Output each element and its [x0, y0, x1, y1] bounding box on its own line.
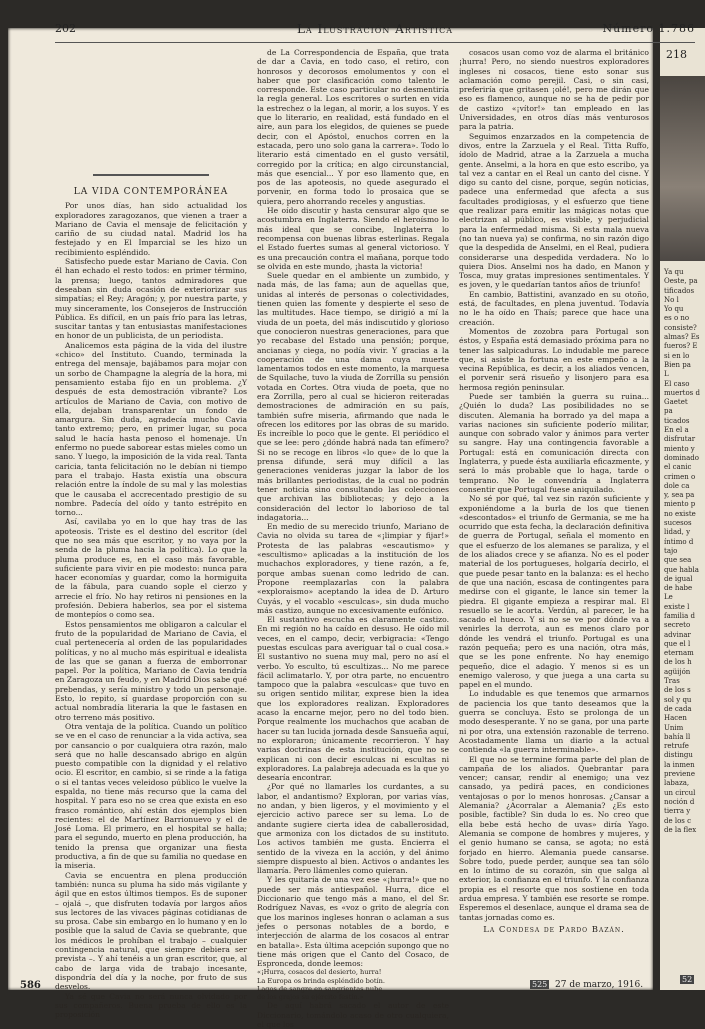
next-page-line: que sea — [664, 556, 692, 565]
next-page-line: almas? Es — [664, 333, 700, 342]
next-page-line: miento p — [664, 500, 696, 509]
section-title: LA VIDA CONTEMPORÁNEA — [73, 187, 229, 197]
page-footer — [20, 980, 695, 994]
paragraph: Analicemos esta página de la vida del ilustre «chico» del Instituto. Cuando, terminada la entrega del mensaje, bajábamos para mojar con un sorbo de Champagne la alegría de la hora, mi pensamiento estaba fijo en un problema. ¿Y después de esta demostración vibrante? Los artículos de Mariano de Cavia, con motivo de ella, dejaban transparentar un fondo de amargura. Sin duda, agradecía mucho Cavia tanto extremo; pero, en primer lugar, su poca salud le hacía hasta penoso el homenaje. Un enfermo no puede saborear estas mieles como un sano. Y luego, la imposición de la vida real. Tanta caricia, tanta felicitación no le debían ni tiempo para el trabajo. Hasta existía una obscura relación entre la índole de su mal y las molestias que le causaba el accrecentado prestigio de su nombre. Padecía del oído y tanto estrépito en torno... — [55, 340, 247, 518]
next-page-line: no existe — [664, 509, 696, 518]
next-page-text — [664, 268, 702, 968]
next-page-edge — [660, 28, 705, 990]
next-page-line: dole ca — [664, 481, 690, 490]
verse-line: «¡Hurra, cosacos del desierto, hurra! — [257, 968, 382, 977]
next-page-line: lidad, y — [664, 528, 691, 537]
next-page-line: la inmen — [664, 760, 695, 769]
column-3-body — [459, 48, 649, 922]
next-page-line: Oeste, pa — [664, 277, 698, 286]
next-page-line: advinar — [664, 630, 691, 639]
paragraph: Lo indudable es que tenemos que armarnos de paciencia los que tanto deseamos que la guerra se concluya. Esto se prolonga de un modo desesperante. Y no se gana, por una parte ni por otra, una extensión razonable de terreno. Acostadamente llama un diario a la actual contienda «la guerra interminable». — [459, 689, 649, 755]
next-page-line: Le — [664, 593, 673, 602]
header-title: La Ilustración Artística — [296, 22, 454, 36]
next-page-line: el canic — [664, 463, 692, 472]
ornament-rule — [93, 174, 208, 176]
paragraph: El sustantivo escucha es claramente castizo. En mi región no ha caído en desuso. He oído mil veces, en el campo, decir, verbigracia: «Tengo puestas esculcas para averiguar tal o cual cosa.» El sustantivo no suena muy mal, pero no así el verbo. Yo esculto, tú escultizas... No me parece fácil aclimatarlo. Y, por otra parte, no encuentro tampoco que la palabra «esculcas» que tuvo en su origen sentido militar, exprese bien la idea que los exploradores realizan. Exploradores acaso la encarne mejor, pero no del todo bien. Porque realmente los muchachos que acaban de hacer su tan lucida jornada desde Sansueña aquí, no exploraron; únicamente recorrieron. Y hay varias doctrinas de esta institución, que no se explican ni con decir esculcas ni escultas ni exploradores. La palabreja adecuada es la que yo desearía encontrar. — [257, 615, 449, 783]
next-page-line: Gaetet — [664, 398, 688, 407]
next-page-line: Unim — [664, 723, 684, 732]
paragraph: Ya sé que Cavia no será nunca olvidado por sus compañeros. Buena prueba de ello es la proposición — [55, 991, 247, 1020]
header-issue: Número 1.786 — [602, 22, 695, 35]
next-page-line: existe l — [664, 602, 690, 611]
next-page-line: Ya qu — [664, 268, 684, 276]
column-3 — [459, 48, 649, 935]
paragraph: de La Correspondencia de España, que trata de dar a Cavia, en todo caso, el retiro, con honrosos y decorosos emolumentos y con el haber que por clasificación como talento le corresponde. Este caso particular no desmentiría la regla general. Los escritores o surten en vida la estrechez o la legan, al morir, a los suyos. Y es que lo literario, en realidad, está fundado en el aire, aun para los elegidos, de quienes se puede decir, con el Apóstol, enuchos corren en la estacada, pero uno solo gana la carrera». Todo lo literario está cimentado en el gusto versátil, corregido por la crítica; en algo circunstancial, más que esencial... Y por eso llamento que, en pos de las apoteosis, no quede asegurado el porvenir, en forma todo lo prosaica que se quiera, pero ahorrando receles y angustias. — [257, 48, 449, 206]
next-page-line: crimen o — [664, 472, 696, 481]
next-page-line: de los h — [664, 658, 692, 667]
next-page-line: En el a — [664, 426, 689, 435]
next-page-line: Bien pa — [664, 360, 691, 369]
next-page-line: si en lo — [664, 351, 690, 360]
paragraph: Y les quitaría de una vez ese «¡hurra!» que no puede ser más antiespañol. Hurra, dice el Diccionario que tengo más a mano, el del Sr. Rodríguez Navas, es «voz o grito de alegría con que los marinos ingleses honran o aclaman a sus jefes o personas notables de a bordo, e interjección de alarma de los cosacos al entrar en batalla». Esta última acepción supongo que no tiene más origen que el Canto del Cosaco, de Espronceda, donde leemos: — [257, 875, 449, 969]
column-1-body — [55, 201, 247, 1019]
next-page-line: que habla — [664, 565, 699, 574]
next-page-illustration — [660, 76, 705, 261]
next-page-line: Yo qu — [664, 305, 684, 314]
verse-line: Lagos de sangre en sangrientas nube — [257, 984, 383, 993]
next-page-line: de igual — [664, 574, 693, 583]
footer-date: 27 de marzo, 1916. — [555, 980, 644, 990]
next-page-line: No l — [664, 295, 679, 304]
running-header — [55, 22, 695, 40]
header-page-number: 202 — [55, 22, 76, 35]
next-page-line: bahía ll — [664, 732, 691, 741]
next-page-line: previene — [664, 770, 695, 779]
next-page-line: pa — [664, 407, 673, 416]
next-page-line: ticados — [664, 416, 690, 425]
verse-line: La Europa os brinda espléndido botín. — [257, 976, 385, 985]
next-page-line: un circul — [664, 788, 696, 797]
next-page-line: de habe — [664, 584, 693, 593]
next-page-line: distingu — [664, 751, 693, 760]
next-page-line: disfrutar — [664, 435, 696, 444]
paragraph: Estos pensamientos me obligaron a calcular el fruto de la popularidad de Mariano de Cavia, el cual pertenecería al orden de las popularidades políticas, y no al mucho más espiritual e idealista de las que se ganan a fuerza de emborronar papel. Por la política, Mariano de Cavia tendría en Zaragoza un feudo, y en Madrid Dios sabe qué prebendas, y sería ministro y todo un personaje. Esto, lo repito, sí guardase proporción con su actual nombradía literaria la que le fastasen en otro terreno más positivo. — [55, 619, 247, 722]
next-page-line: fueros? E — [664, 342, 698, 351]
next-page-line: noción d — [664, 797, 695, 806]
next-page-line: íntimo d — [664, 537, 694, 546]
header-rule — [55, 42, 695, 43]
next-page-line: tierra y — [664, 807, 691, 816]
paragraph: Por unos días, han sido actualidad los exploradores zaragozanos, que vienen a traer a Mariano de Cavia el mensaje de felicitación y cariño de su ciudad natal. Madrid los ha festejado y en El Imparcial se les hizo un recibimiento espléndido. — [55, 201, 247, 257]
paragraph: Puede ser también la guerra su ruina... ¿Quién lo duda? Las posibilidades no se discuten. Alemania ha borrado ya del mapa a varias naciones sin suficiente poderío militar, aunque con sobrado valor y ánimos para verter su sangre. Hay una contingencia favorable a Portugal: está en comunicación directa con Inglaterra, y puede ésta auxiliarla eficazmente, y será lo más probable que lo haga, tarde o temprano. No le convendría a Inglaterra consentir que Portugal fuese aniquilado. — [459, 391, 649, 494]
next-page-line: de los s — [664, 686, 691, 695]
next-page-line: labaza, — [664, 779, 690, 788]
paragraph: Satisfecho puede estar Mariano de Cavia. Con él han echado el resto todos: en primer término, la prensa; luego, tantos admiradores que deseaban sin duda ocasión de exteriorizar sus simpatías; el Rey; Aragón; y, por nuestra parte, y muy sinceramente, los Consejeros de Instrucción Pública. Es difícil, en un país frío para las letras, suscitar tantas y tan entusiastas manifestaciones en honor de un publicista, de un periodista. — [55, 257, 247, 341]
footer-page-number: 586 — [20, 980, 41, 991]
next-page-line: tajo — [664, 546, 678, 555]
paragraph: El que no se termine forma parte del plan de campaña de los aliados. Quebrantar para vencer; cansar, rendir al enemigo; una vez cansado, ya pedirá paces, en condiciones ventajosas o por lo menos honrosas. ¿Cansar a Alemania? ¿Acorralar a Alemania? ¿Es esto posible, factible? Sin duda lo es. No creo que ella bebe está hecho de uvas» diría Yago. Alemania se compone de hombres y mujeres, y el genio humano se cansa, se agota; no está forjado en hierro. Alemania puede cansarse. Sobre todo, puede perder, aunque sea tan sólo en lo íntimo de su corazón, sin que salga al exterior, la confianza en el triunfo. Y la confianza propia es el resorte que nos sostiene en toda ardua empresa. Y también ese resorte se rompe. Esperemos el desenlace, aunque el drama sea de tantas jornadas como es. — [459, 754, 649, 922]
column-2-closing: De aquí habrá sacado el autor de este Diccionario, tomándolo acaso de otro cualquiera, el que los — [257, 1001, 449, 1029]
next-page-line: de cada — [664, 704, 692, 713]
next-page-line: agüijón — [664, 667, 691, 676]
paragraph: ¿Por qué no llamarles los curdantes, a su labor, el andantismo? Exploran, por varias vías, no andan, y bien ligeros, y el movimiento y el ejercicio activo parece ser su lema. Lo de andante sugiere cierta idea de caballerosidad, que armoniza con los dictados de su instituto. Los activos también me gusta. Encierra el sentido de la viveza en la acción, y del ánimo siempre dispuesto al bien. Activos o andantes les llamaría. Pero llámenles como quieran. — [257, 782, 449, 876]
verse-line: de los grajos su ejército festín.» — [257, 993, 364, 1001]
paragraph: En cambio, Battistini, avanzado en su otoño, está, de facultades, en plena juventud. Todavía no le ha oído en Thaís; parece que hace una creación. — [459, 289, 649, 327]
paragraph: Suele quedar en el ambiente un zumbido, y nada más, de las fama; aun de aquellas que, unidas al interés de personas o colectividades, tienen quien las fomente y despierte el seso de las multitudes. Hace tiempo, se dirigió a mí la viuda de un poeta, del más indiscutido y glorioso que conocieron nuestras generaciones, para que yo recabase del Estado una pensión; porque, ancianas y ciega, no podía vivir. Y gracias a la cooperación de una dama cuya muerte lamentamos todos en este momento, la marquesa de Squilache, tuvo la viuda de Zorrilla su pensión votada en Cortes. Otra viuda de poeta, que no era Zorrilla, pero al cual se hicieron reiteradas demostraciones de admiración en su país, también sufre miseria, afirmando que nada le ofrecen los editores por las obras de su marido. Es increíble lo poco que le gente. El periódico el que se lee: pero ¿dónde habrá nada tan efímero? Si no se recoge en libros «lo que» de lo que la prensa difunde, será muy difícil a las generaciones venideras juzgar la labor de los más brillantes periodistas, de la cual no podrán tener noticia sino consultando las colecciones que archivan las bibliotecas; y dejo a la consideración del lector lo laborioso de tal indagatoria... — [257, 271, 449, 522]
paragraph: Así, cavilaba yo en lo que hay tras de las apoteosis. Triste es el destino del escritor (del que no sea más que escritor, y no vaya por la senda de la pluma hacia la política). Lo que la pluma produce es, en el caso más favorable, suficiente para vivir en pie modesto: nunca para hacer economías y guardar, como la hormiguita de la fábula, para cuando sople el cierzo y arrecie el frío. No hay retiros ni pensiones en la profesión. Debiera haberlos, sea por el sistema de montepíos o como sea. — [55, 517, 247, 620]
footer-badge: 525 — [532, 980, 548, 989]
next-page-line: y, sea pa — [664, 491, 695, 500]
paragraph: Cavia se encuentra en plena producción también: nunca su pluma ha sido más vigilante y ágil que en estos últimos tiempos. Es de suponer – ojalá –, que disfruten todavía por largos años sus lectores de las vivaces páginas cotidianas de su prosa. Cabe sin embargo en lo humano y en lo posible que la salud de Cavia se quebrante, que los médicos le prohíban el trabajo – cualquier contingencia natural, que siempre debiera ser prevista –. Y ahí tenéis a un gran escritor, que, al cabo de larga vida de trabajo incesante, dispondría del día y la noche, por fruto de sus desvelos. — [55, 870, 247, 992]
next-page-line: miento y — [664, 444, 695, 453]
paragraph: En medio de su merecido triunfo, Mariano de Cavia no olvida su tarea de «¡limpiar y fijar!» Protesta de las palabras «escautismo» y «escultismo» aplicadas a la institución de los muchachos exploradores, y tiene razón, a fe, porque ambas suenan como ledrido de can. Propone reemplazarlas con la palabra «exploraismo» aceptando la idea de D. Arturo Cuyás, y el vocablo «esculcas», sin duda mucho más castizo, aunque no excesivamente eufónico. — [257, 522, 449, 615]
paragraph: Otra ventaja de la política. Cuando un político se ve en el caso de renunciar a la vida activa, sea por cansancio o por cualquiera otra razón, malo será que no halle descansado abrigo en algún puesto compatible con la dignidad y el relativo ocio. El escritor, en cambio, si se rinde a la fatiga o si el tantas veces veleidoso público le vuelve la espalda, no tiene más recurso que la cama del hospital. Y para eso no se crea que exista en eso frasco romántico, ahí están dos ejemplos bien recientes: el de Martínez Barrionuevo y el de José Loma. El primero, en el hospital se halla; para el segundo, muerto en plena producción, ha tenido la prensa que organizar una fiesta productiva, a fin de que su familia no quedase en la miseria. — [55, 721, 247, 871]
next-page-line: sucesos — [664, 519, 692, 528]
next-page-line: secreto — [664, 621, 691, 630]
author-signature: La Condesa de Pardo Bazán. — [483, 924, 625, 935]
next-page-line: retrufe — [664, 742, 689, 751]
next-page-line: Tras — [664, 677, 680, 686]
next-page-line: L — [664, 370, 669, 379]
next-page-line: muertos d — [664, 388, 700, 397]
paragraph: He oído discutir y hasta censurar algo que se acostumbra en Inglaterra. Siendo el heroísmo lo más ideal que se concibe, Inglaterra lo recompensa con buenas libras esterlinas. Regala el Estado fuertes sumas al general victorioso. Y es una precaución contra el mañana, porque todo se olvida en este mundo, ¡hasta la victoria! — [257, 206, 449, 271]
paragraph: cosacos usan como voz de alarma el británico ¡hurra! Pero, no siendo nuestros exploradores ingleses ni cosacos, tiene esto sonar sus aclamación como perejil. Casi, o sin casi, preferiría que gritasen ¡olé!, pero me dirán que eso es flamenco, aunque no se ha de pedir por de castizo «¡vítor!» tan empleado en las Universidades, en otros días más venturosos para la patria. — [459, 48, 649, 132]
next-page-line: El caso — [664, 379, 690, 388]
next-page-line: es o no — [664, 314, 690, 323]
paragraph: Seguimos enzarzados en la competencia de divos, entre la Zarzuela y el Real. Titta Ruffo, ídolo de Madrid, atrae a la Zarzuela a mucha gente. Anselmi, a la hora en que esto escribo, ya tal vez a cantar en el Real un canto del cisne. Y digo su canto del cisne, porque, según noticias, padece una enfermedad que afecta a sus facultades prodigiosas, y el esfuerzo que tiene que realizar para emitir las mágicas notas que electrizan al público, es visible, y perjudicial para la enfermedad misma. Si esta mala nueva (no tan nueva ya) se confirma, no sin razón digo que la despedida de Anselmi, en el Real, pudiera considerarse una despedida verdadera. No lo quiera Dios. Anselmi nos ha dado, en Manon y Tosca, muy gratas impresiones sentimentales. Y es joven, y le quedarían tantos años de triunfo! — [459, 131, 649, 290]
next-page-line: Hacen — [664, 714, 687, 723]
next-page-line: eternam — [664, 649, 694, 658]
paragraph: No sé por qué, tal vez sin razón suficiente y exponiéndome a la burla de los que tienen «descontados» el triunfo de Germania, se me ha ocurrido que esta fecha, la declaración definitiva de guerra de Portugal, señala el momento en que el esfuerzo de los alemanes se paraliza, y el de los aliados crece y se afianza. No es el poder material de los portugueses, holgaría decirlo, el que puede pesar tanto en la balanza: es el hecho de que una nación, escasa de contingentes para medirse con el gigante, le lance sin temer la piedra. El gigante empieza a respirar mal. El resuello se le acorta. Verdún, al parecer, le ha sacado el hueco. Y si no se ve por dónde va a venirles la derrota, aun es menos claro por dónde les vendrá el triunfo. Portugal es una razón pequeña; pero es una nación, otra más, que se les pone enfrente. No hay enemigo pequeño, dice el adagio. Y menos si es un enemigo valeroso, y que juega a una carta su papel en el mundo. — [459, 494, 649, 690]
column-2 — [257, 48, 449, 1029]
column-1 — [55, 48, 247, 1020]
next-page-line: consiste? — [664, 323, 697, 332]
next-page-line: sol y qu — [664, 695, 692, 704]
next-page-line: tificados — [664, 286, 695, 295]
next-page-line: dominado — [664, 453, 699, 462]
paragraph: Momentos de zozobra para Portugal son éstos, y España está demasiado próxima para no tener las salpicaduras. Lo indudable me parece que, si asiste la fortuna en este empeño a la vecina República, es decir, a los aliados vencen, el porvenir será risueño y lisonjero para esa hermosa región peninsular. — [459, 326, 649, 392]
next-page-number: 218 — [666, 48, 687, 61]
next-page-line: de los c — [664, 816, 692, 825]
next-page-line: familia d — [664, 611, 695, 620]
column-2-body — [257, 48, 449, 968]
next-page-line: que el l — [664, 639, 691, 648]
next-page-line: de la flex — [664, 825, 697, 834]
next-page-badge: 52 — [682, 975, 693, 984]
